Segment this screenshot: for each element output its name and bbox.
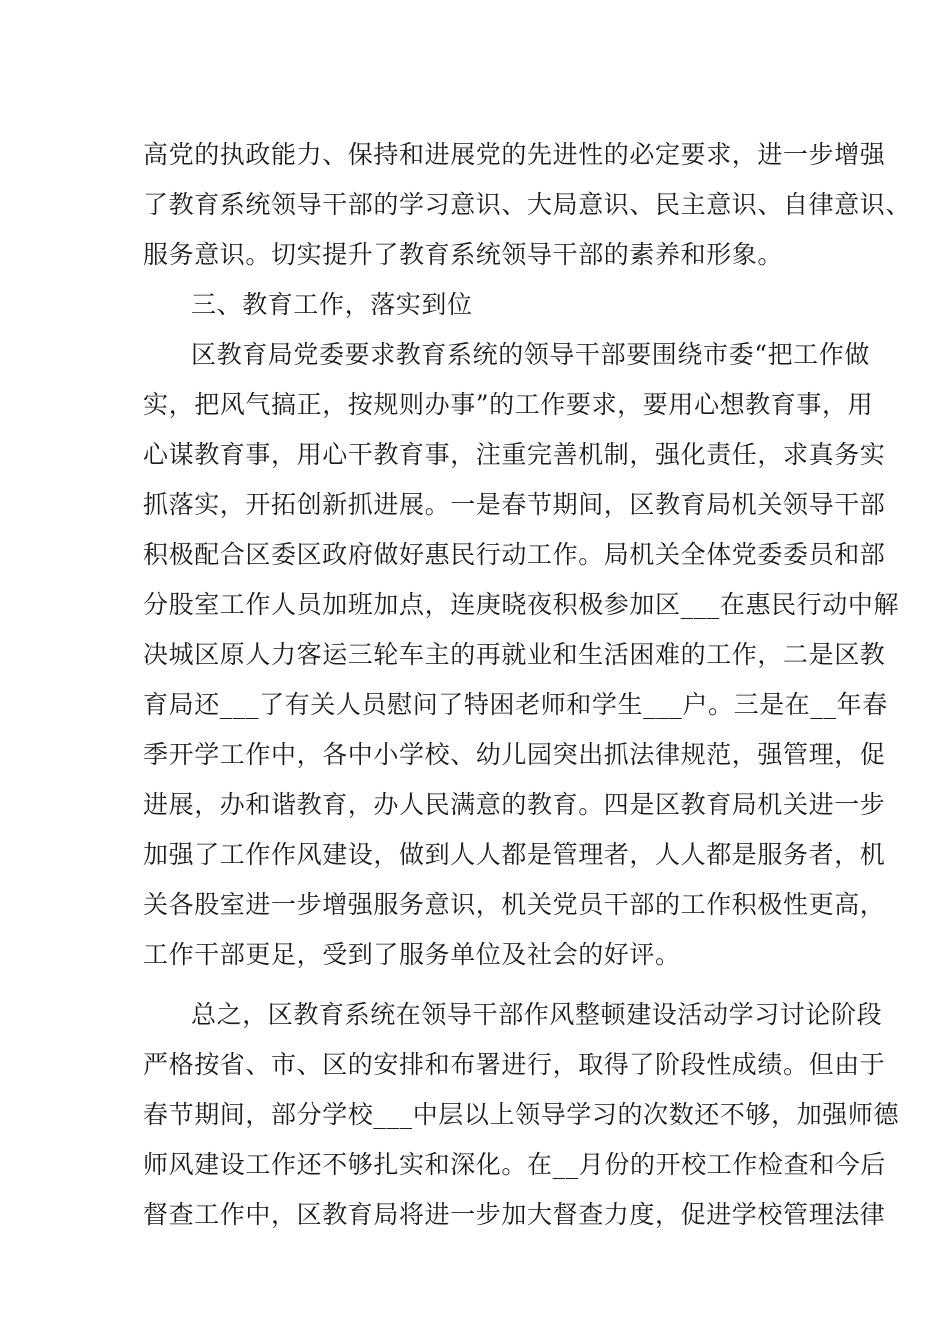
text-line: 严格按省、市、区的安排和布署进行，取得了阶段性成绩。但由于	[143, 1050, 886, 1079]
text-line: 了教育系统领导干部的学习意识、大局意识、民主意识、自律意识、	[143, 190, 912, 219]
text-line: 高党的执政能力、保持和进展党的先进性的必定要求，进一步增强	[143, 140, 886, 169]
text-line: 关各股室进一步增强服务意识，机关党员干部的工作积极性更高，	[143, 890, 886, 919]
text-line: 进展，办和谐教育，办人民满意的教育。四是区教育局机关进一步	[143, 790, 886, 819]
text-line: 师风建设工作还不够扎实和深化。在__月份的开校工作检查和今后	[143, 1150, 887, 1179]
text-line: 分股室工作人员加班加点，连庚晓夜积极参加区___在惠民行动中解	[143, 590, 900, 619]
text-line: 区教育局党委要求教育系统的领导干部要围绕市委“把工作做	[191, 340, 870, 369]
text-line: 育局还___了有关人员慰问了特困老师和学生___户。三是在__年春	[143, 690, 888, 719]
text-line: 督查工作中，区教育局将进一步加大督查力度，促进学校管理法律	[143, 1200, 886, 1229]
text-line: 总之，区教育系统在领导干部作风整顿建设活动学习讨论阶段	[191, 1000, 883, 1029]
text-line: 加强了工作作风建设，做到人人都是管理者，人人都是服务者，机	[143, 840, 886, 869]
text-line: 实，把风气搞正，按规则办事”的工作要求，要用心想教育事，用	[143, 390, 874, 419]
text-line: 抓落实，开拓创新抓进展。一是春节期间，区教育局机关领导干部	[143, 490, 886, 519]
text-line: 积极配合区委区政府做好惠民行动工作。局机关全体党委委员和部	[143, 540, 886, 569]
section-heading: 三、教育工作，落实到位	[191, 290, 473, 319]
text-line: 决城区原人力客运三轮车主的再就业和生活困难的工作，二是区教	[143, 640, 886, 669]
text-line: 季开学工作中，各中小学校、幼儿园突出抓法律规范，强管理，促	[143, 740, 886, 769]
text-line: 工作干部更足，受到了服务单位及社会的好评。	[143, 940, 681, 969]
text-line: 心谋教育事，用心干教育事，注重完善机制，强化责任，求真务实	[143, 440, 886, 469]
text-line: 春节期间，部分学校___中层以上领导学习的次数还不够，加强师德	[143, 1100, 900, 1129]
text-line: 服务意识。切实提升了教育系统领导干部的素养和形象。	[143, 240, 784, 269]
